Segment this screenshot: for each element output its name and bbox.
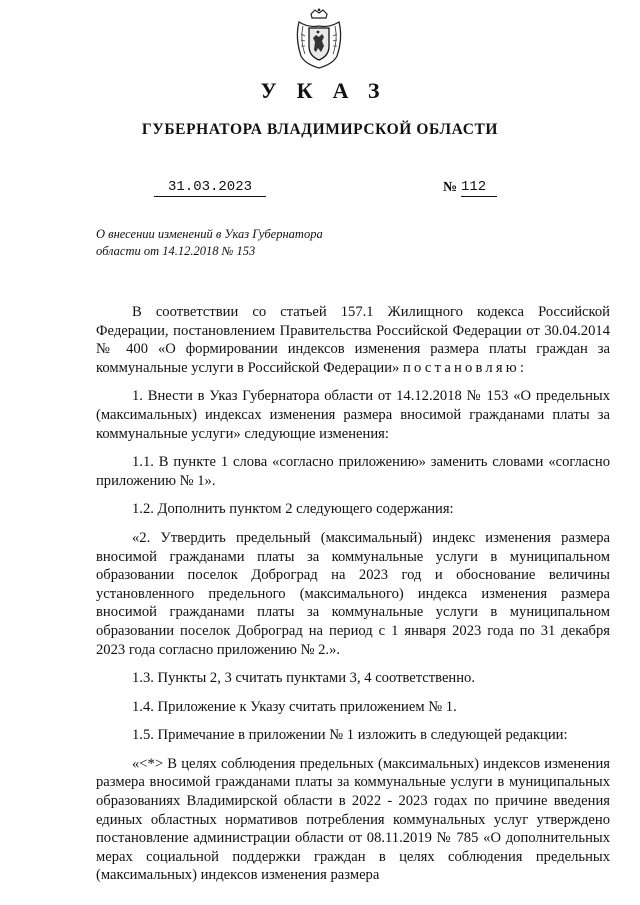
clause-1: 1. Внести в Указ Губернатора области от 14.12.2018 № 153 «О предельных (максимальных) индексах изменения размера вносимой гражданами платы за коммунальные услуги» следующие изменения:: [96, 388, 610, 442]
document-type-title: УКАЗ: [260, 78, 400, 103]
coat-of-arms-icon: [291, 8, 347, 70]
clause-1-5: 1.5. Примечание в приложении № 1 изложить в следующей редакции:: [132, 727, 568, 744]
clause-1-1: 1.1. В пункте 1 слова «согласно приложению» заменить словами «согласно приложению № 1».: [96, 454, 610, 489]
preamble-text: В соответствии со статьей 157.1 Жилищного кодекса Российской Федерации, постановлением Правительства Российской Федерации от 30.04.2014 № 400 «О формировании индексов изменения размера платы граждан за коммунальные услуги в Российской Федерации»: [96, 304, 610, 376]
clause-1-2: 1.2. Дополнить пунктом 2 следующего содержания:: [132, 501, 454, 518]
clause-1-3: 1.3. Пункты 2, 3 считать пунктами 3, 4 соответственно.: [132, 670, 476, 687]
preamble-paragraph: [96, 303, 610, 377]
issuer-title: ГУБЕРНАТОРА ВЛАДИМИРСКОЙ ОБЛАСТИ: [141, 121, 499, 138]
decree-body: [96, 303, 610, 885]
decree-number: 112: [461, 179, 497, 197]
subject-line: О внесении изменений в Указ Губернатора: [96, 227, 323, 241]
note-paragraph: «<*> В целях соблюдения предельных (максимальных) индексов изменения размера вносимой гражданами платы за коммунальные услуги в муниципальных образованиях Владимирской области в 2022 - 2023 годах по причине введения единых областных нормативов потребления коммунальных услуг утверждено постановление администрации области от 08.11.2019 № 785 «О дополнительных мерах социальной поддержки граждан в целях соблюдения предельных (максимальных) индексов изменения размера: [96, 755, 610, 884]
subject-line: области от 14.12.2018 № 153: [96, 244, 256, 258]
decree-word: постановляю:: [403, 359, 528, 376]
decree-subject: [96, 226, 346, 260]
number-label: №: [443, 180, 458, 195]
clause-1-4: 1.4. Приложение к Указу считать приложением № 1.: [132, 698, 457, 715]
clause-1-2-text: «2. Утвердить предельный (максимальный) индекс изменения размера вносимой гражданами платы за коммунальные услуги в муниципальном образовании поселок Доброград на 2023 год и обоснование величины установленного предельного (максимального) индекса изменения размера вносимой гражданами платы за коммунальные услуги в муниципальном образовании поселок Доброград на период с 1 января 2023 года по 31 декабря 2023 года согласно приложению № 2.».: [96, 529, 610, 658]
decree-date: 31.03.2023: [154, 179, 266, 197]
